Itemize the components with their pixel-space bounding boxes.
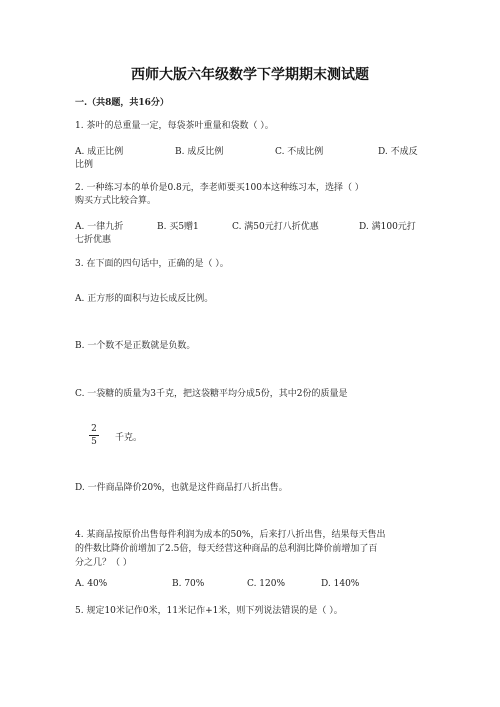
question-1-option-d-wrap: 比例 <box>75 160 94 170</box>
question-4-option-a: A. 40% <box>75 579 108 589</box>
fraction-two-fifths <box>89 424 99 447</box>
question-4-stem-line-3: 分之几？（ ） <box>75 558 132 568</box>
question-4-option-d: D. 140% <box>321 579 360 589</box>
fraction-denominator: 5 <box>91 437 97 447</box>
question-2-option-d-wrap: 七折优惠 <box>75 235 112 245</box>
question-2-option-a: A. 一律九折 <box>75 222 124 232</box>
question-3-option-c: C. 一袋糖的质量为3千克，把这袋糖平均分成5份，其中2份的质量是 <box>75 389 348 399</box>
question-4-option-b: B. 70% <box>172 579 205 589</box>
question-1-option-b: B. 成反比例 <box>175 147 224 157</box>
fraction-numerator: 2 <box>91 424 97 434</box>
question-4-stem-line-2: 的件数比降价前增加了2.5倍，每天经营这种商品的总利润比降价前增加了百 <box>75 544 378 554</box>
question-1-option-a: A. 成正比例 <box>75 147 124 157</box>
fraction-unit: 千克。 <box>115 433 143 443</box>
question-2-option-b: B. 买5赠1 <box>157 222 199 232</box>
question-1-option-c: C. 不成比例 <box>275 147 324 157</box>
question-3-option-d: D. 一件商品降价20%，也就是这件商品打八折出售。 <box>75 483 288 493</box>
question-1-stem: 1. 茶叶的总重量一定，每袋茶叶重量和袋数（ ）。 <box>75 121 274 131</box>
question-2-stem-line-1: 2. 一种练习本的单价是0.8元，李老师要买100本这种练习本，选择（ ） <box>75 183 364 193</box>
fraction-bar <box>89 435 99 436</box>
question-1-option-d: D. 不成反 <box>378 147 418 157</box>
question-2-option-c: C. 满50元打八折优惠 <box>232 222 319 232</box>
question-2-stem-line-2: 购买方式比较合算。 <box>75 196 157 206</box>
question-4-stem-line-1: 4. 某商品按原价出售每件利润为成本的50%，后来打八折出售，结果每天售出 <box>75 530 386 540</box>
question-3-stem: 3. 在下面的四句话中，正确的是（ ）。 <box>75 259 229 269</box>
question-2-option-d: D. 满100元打 <box>359 222 416 232</box>
question-4-option-c: C. 120% <box>247 579 286 589</box>
section-heading: 一.（共8题，共16分） <box>75 98 169 108</box>
question-3-option-a: A. 正方形的面积与边长成反比例。 <box>75 294 214 304</box>
page-title: 西师大版六年级数学下学期期末测试题 <box>131 67 369 83</box>
question-3-option-b: B. 一个数不是正数就是负数。 <box>75 341 196 351</box>
question-5-stem: 5. 规定10米记作0米，11米记作+1米，则下列说法错误的是（ ）。 <box>75 606 343 616</box>
